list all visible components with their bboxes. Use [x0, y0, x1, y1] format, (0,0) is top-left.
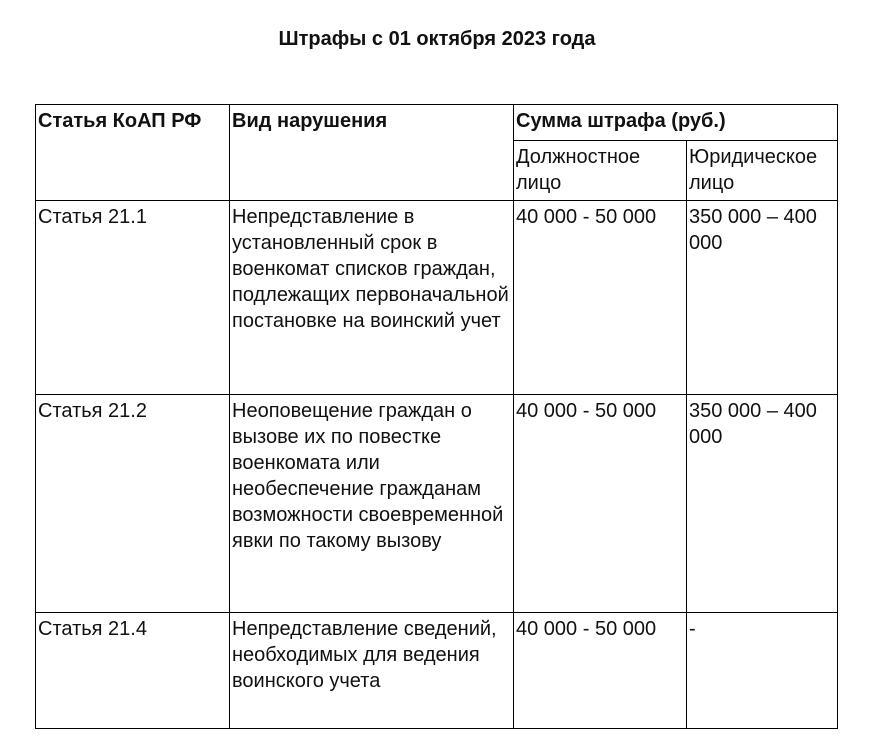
cell-legal-entity-fine: 350 000 – 400 000: [687, 201, 838, 395]
header-fine-amount: Сумма штрафа (руб.): [514, 105, 838, 141]
cell-violation: Непредставление сведений, необходимых для ведения воинского учета: [230, 613, 514, 729]
cell-legal-entity-fine: -: [687, 613, 838, 729]
cell-violation: Неоповещение граждан о вызове их по повестке военкомата или необеспечение гражданам возможности своевременной явки по такому вызову: [230, 395, 514, 613]
fines-table: [35, 104, 838, 729]
cell-official-fine: 40 000 - 50 000: [514, 395, 687, 613]
cell-official-fine: 40 000 - 50 000: [514, 201, 687, 395]
page-title: Штрафы с 01 октября 2023 года: [278, 28, 596, 50]
cell-violation: Непредставление в установленный срок в военкомат списков граждан, подлежащих первоначальной постановке на воинский учет: [230, 201, 514, 395]
header-official: Должностное лицо: [514, 141, 687, 201]
table-row: [36, 201, 838, 395]
cell-article: Статья 21.2: [36, 395, 230, 613]
table-row: [36, 613, 838, 729]
header-violation: Вид нарушения: [230, 105, 514, 201]
table-header-row: [36, 105, 838, 141]
table-row: [36, 395, 838, 613]
header-article: Статья КоАП РФ: [36, 105, 230, 201]
cell-legal-entity-fine: 350 000 – 400 000: [687, 395, 838, 613]
header-legal-entity: Юридическое лицо: [687, 141, 838, 201]
cell-official-fine: 40 000 - 50 000: [514, 613, 687, 729]
cell-article: Статья 21.1: [36, 201, 230, 395]
cell-article: Статья 21.4: [36, 613, 230, 729]
